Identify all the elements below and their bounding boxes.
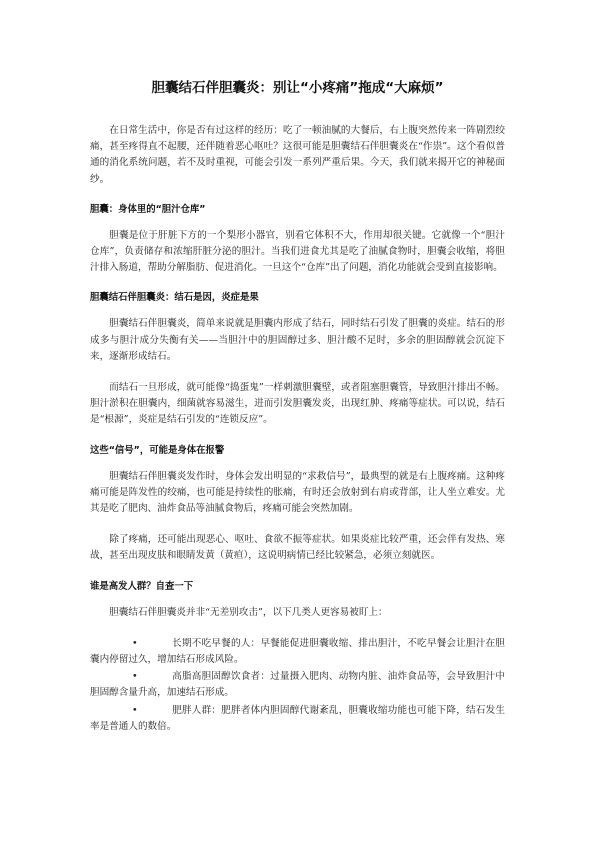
list-item-text: 高脂高胆固醇饮食者：过量摄入肥肉、动物内脏、油炸食品等，会导致胆汁中胆固醇含量升高，加速结石形成。 <box>90 671 505 699</box>
bullet-icon: • <box>132 637 138 649</box>
intro-paragraph: 在日常生活中，你是否有过这样的经历：吃了一顿油腻的大餐后，右上腹突然传来一阵剧烈绞痛，甚至疼得直不起腰，还伴随着恶心呕吐？这很可能是胆囊结石伴胆囊炎在“作祟”。这个看似普通的消化系统问题，若不及时重视，可能会引发一系列严重后果。今天，我们就来揭开它的神秘面纱。 <box>90 125 505 185</box>
list-item <box>90 669 505 701</box>
section-heading-cause: 胆囊结石伴胆囊炎：结石是因，炎症是果 <box>90 292 259 304</box>
section-paragraph: 胆囊结石伴胆囊炎发作时，身体会发出明显的“求救信号”，最典型的就是右上腹疼痛。这种疼痛可能是阵发性的绞痛，也可能是持续性的胀痛，有时还会放射到右肩或背部，让人坐立难安。尤其是吃了肥肉、油炸食品等油腻食物后，疼痛可能会突然加剧。 <box>90 470 505 515</box>
list-item <box>90 636 505 668</box>
section-paragraph: 胆囊是位于肝脏下方的一个梨形小器官，别看它体积不大，作用却很关键。它就像一个“胆汁仓库”，负责储存和浓缩肝脏分泌的胆汁。当我们进食尤其是吃了油腻食物时，胆囊会收缩，将胆汁排入肠道，帮助分解脂肪、促进消化。一旦这个“仓库”出了问题，消化功能就会受到直接影响。 <box>90 229 505 274</box>
section-paragraph: 胆囊结石伴胆囊炎，简单来说就是胆囊内形成了结石，同时结石引发了胆囊的炎症。结石的形成多与胆汁成分失衡有关——当胆汁中的胆固醇过多、胆汁酸不足时，多余的胆固醇就会沉淀下来，逐渐形成结石。 <box>90 318 505 362</box>
section-paragraph: 除了疼痛，还可能出现恶心、呕吐、食欲不振等症状。如果炎症比较严重，还会伴有发热、寒战，甚至出现皮肤和眼睛发黄（黄疸），这说明病情已经比较紧急，必须立刻就医。 <box>90 534 505 562</box>
document-page <box>90 80 505 736</box>
bullet-icon: • <box>132 704 138 716</box>
list-item <box>90 703 505 735</box>
list-item-text: 肥胖人群：肥胖者体内胆固醇代谢紊乱，胆囊收缩功能也可能下降，结石发生率是普通人的数倍。 <box>90 704 505 732</box>
section-heading-symptoms: 这些“信号”，可能是身体在报警 <box>90 444 225 456</box>
section-paragraph: 胆囊结石伴胆囊炎并非“无差别攻击”，以下几类人更容易被盯上： <box>109 606 388 618</box>
list-item-text: 长期不吃早餐的人：早餐能促进胆囊收缩、排出胆汁，不吃早餐会让胆汁在胆囊内停留过久，增加结石形成风险。 <box>90 637 505 666</box>
document-title: 胆囊结石伴胆囊炎：别让“小疼痛”拖成“大麻烦” <box>151 80 444 96</box>
section-heading-gallbladder: 胆囊：身体里的“胆汁仓库” <box>90 203 206 215</box>
risk-group-list <box>90 636 505 735</box>
section-paragraph: 而结石一旦形成，就可能像“捣蛋鬼”一样刺激胆囊壁，或者阻塞胆囊管，导致胆汁排出不畅。胆汁淤积在胆囊内，细菌就容易滋生，进而引发胆囊发炎，出现红肿、疼痛等症状。可以说，结石是“根源”，炎症是结石引发的“连锁反应”。 <box>90 382 505 426</box>
bullet-icon: • <box>132 671 138 683</box>
section-heading-risk-groups: 谁是高发人群？自查一下 <box>90 580 194 592</box>
